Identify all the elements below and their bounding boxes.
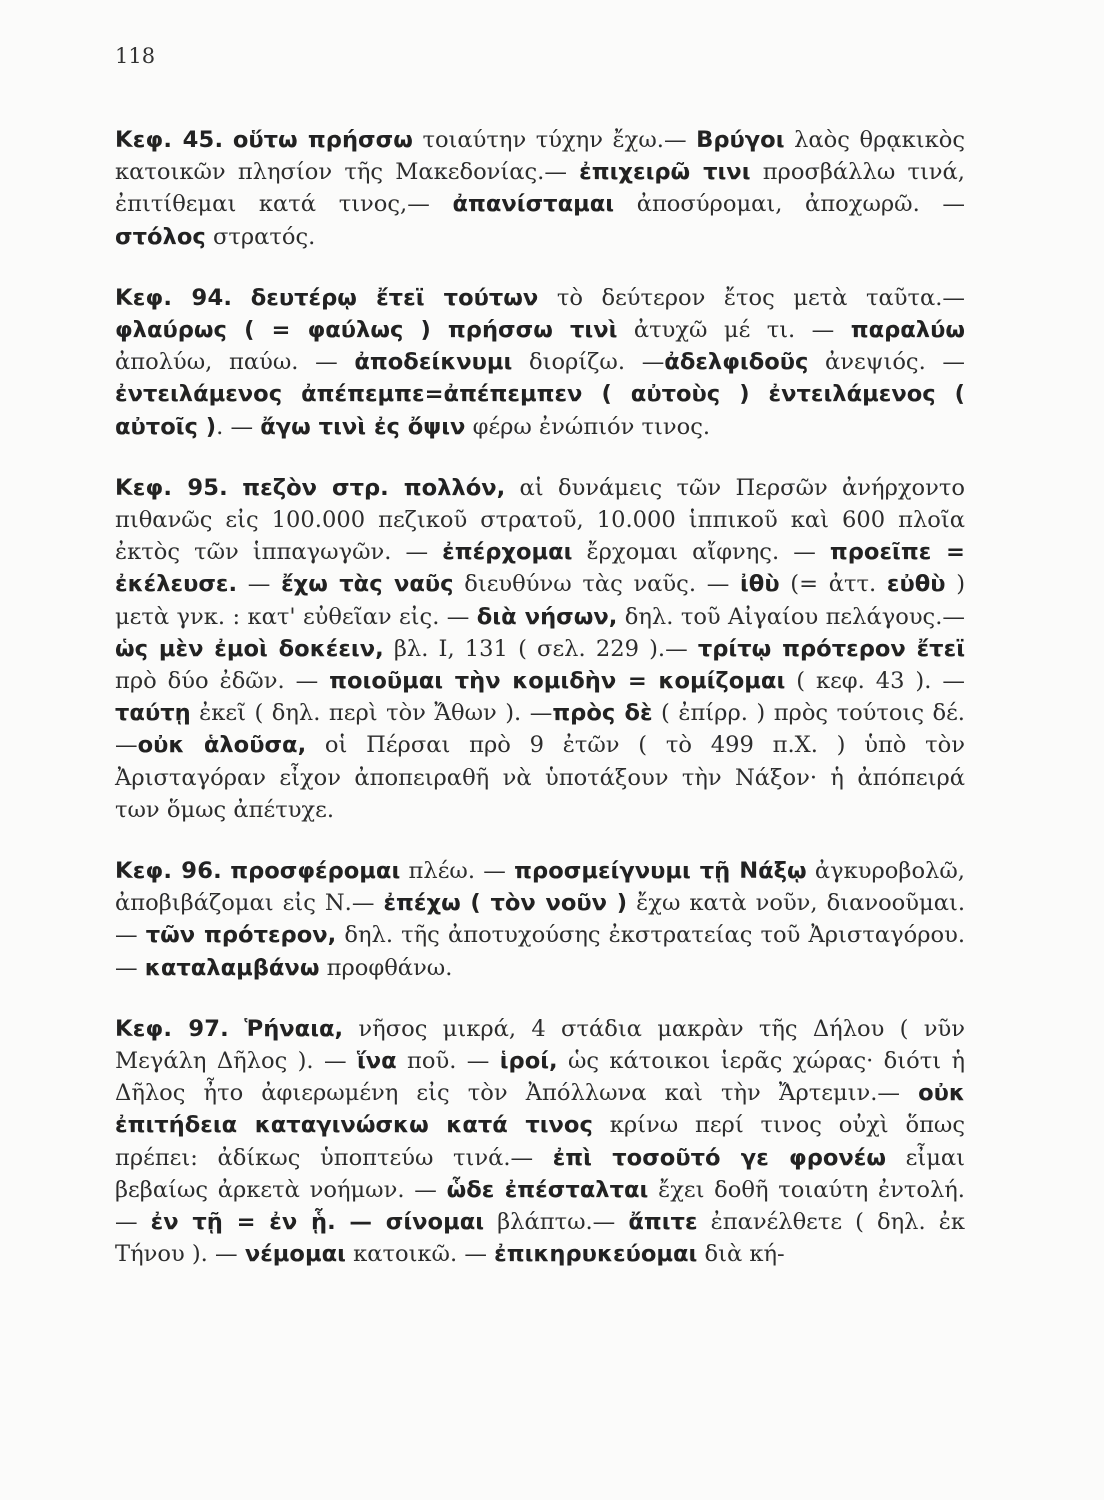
lemma-term: ἐπιχειρῶ τινι <box>579 159 751 186</box>
gloss-text: ἐπανέλθετε ( δηλ. ἐκ Τήνου ). — <box>115 1209 965 1268</box>
lemma-term: ἐπὶ τοσοῦτό γε φρονέω <box>552 1144 887 1171</box>
gloss-text: κατοικῶ. — <box>345 1241 495 1268</box>
gloss-text: πρὸ δύο ἐδῶν. — <box>115 668 330 695</box>
lemma-term: ἰθὺ <box>740 571 780 598</box>
lemma-term: ἀποδείκνυμι <box>354 349 513 376</box>
gloss-text: κρίνω περί τινος οὐχὶ ὅπως πρέπει: ἀδίκως ὑποπτεύω τινά.— <box>115 1112 966 1171</box>
chapter-heading: Κεφ. 96. <box>115 858 222 885</box>
lemma-term: παραλύω <box>850 317 965 344</box>
lemma-term: ἄπιτε <box>628 1209 698 1236</box>
lemma-term: οὕτω πρήσσω <box>232 127 413 153</box>
lemma-term: προσμείγνυμι τῇ Νάξῳ <box>514 858 807 885</box>
lemma-term: ὧδε ἐπέσταλται <box>446 1176 649 1203</box>
gloss-text: διὰ κή- <box>697 1241 785 1268</box>
gloss-text: διορίζω. — <box>512 349 665 376</box>
gloss-text: ποῦ. — <box>396 1048 500 1075</box>
gloss-text: ( ἐπίρρ. ) πρὸς τούτοις δέ.— <box>115 700 965 759</box>
gloss-text: προσβάλλω τινά, ἐπιτίθεμαι κατά τινος,— <box>115 159 965 218</box>
gloss-text: οἱ Πέρσαι πρὸ 9 ἐτῶν ( τὸ 499 π.Χ. ) ὑπὸ τὸν Ἀρισταγόραν εἶχον ἀποπειραθῆ νὰ ὑποτάξουν τὴν Νάξον· ἡ ἀπόπειρά των ὅμως ἀπέτυχε. <box>115 732 965 823</box>
gloss-text: προφθάνω. <box>319 954 453 981</box>
lemma-term: προεῖπε = ἐκέλευσε. <box>115 539 965 598</box>
gloss-text: λαὸς θρᾳκικὸς κατοικῶν πλησίον τῆς Μακεδονίας.— <box>115 127 965 186</box>
lemma-term: ἄγω τινὶ ἐς ὄψιν <box>260 413 466 440</box>
chapter-heading: Κεφ. 45. <box>115 127 224 153</box>
gloss-text: ἐκεῖ ( δηλ. περὶ τὸν Ἄθων ). — <box>190 700 553 727</box>
lemma-term: εὐθὺ <box>886 571 946 598</box>
gloss-text: ἀνεψιός. — <box>808 349 966 376</box>
gloss-text: βλ. I, 131 ( σελ. 229 ).— <box>383 635 698 662</box>
gloss-text: ( κεφ. 43 ). — <box>785 668 965 695</box>
lemma-term: Ῥήναια, <box>244 1015 344 1042</box>
gloss-text: εἶμαι βεβαίως ἀρκετὰ νοήμων. — <box>115 1144 965 1203</box>
chapter-heading: Κεφ. 94. <box>115 284 233 311</box>
lemma-term: ταύτῃ <box>115 700 191 727</box>
gloss-text: ἔρχομαι αἴφνης. — <box>572 539 830 566</box>
gloss-text: (= ἀττ. <box>779 571 887 598</box>
lemma-term: δευτέρῳ ἔτεϊ τούτων <box>250 284 539 311</box>
lemma-term: τῶν πρότερον, <box>145 922 337 949</box>
gloss-text: τὸ δεύτερον ἔτος μετὰ ταῦτα.— <box>538 284 965 311</box>
chapter-heading: Κεφ. 95. <box>115 474 228 501</box>
gloss-text: δηλ. τοῦ Αἰγαίου πελάγους.— <box>617 603 965 630</box>
lemma-term: Βρύγοι <box>696 127 785 153</box>
lemma-term: ἐντειλάμενος ἀπέπεμπε=ἀπέπεμπεν ( αὐτοὺς ) ἐντειλάμενος ( αὐτοῖς ) <box>115 381 965 440</box>
gloss-text: στρατός. <box>205 223 316 250</box>
lemma-term: νέμομαι <box>244 1241 346 1268</box>
gloss-text: ὡς κάτοικοι ἱερᾶς χώρας· διότι ἡ Δῆλος ἦτο ἀφιερωμένη εἰς τὸν Ἀπόλλωνα καὶ τὴν Ἄρτεμιν.— <box>115 1048 965 1107</box>
lemma-term: διὰ νήσων, <box>476 603 618 630</box>
lemma-term: ἐπέρχομαι <box>442 539 573 566</box>
gloss-text: ἀπολύω, παύω. — <box>115 349 355 376</box>
gloss-text: . — <box>216 413 261 440</box>
chapter-entry <box>115 124 965 253</box>
chapter-entry <box>115 855 965 984</box>
commentary-text <box>115 124 965 1300</box>
lemma-term: ἱροί, <box>499 1048 558 1075</box>
lemma-term: οὐκ ἐπιτήδεια καταγινώσκω κατά τινος <box>115 1080 965 1139</box>
chapter-heading: Κεφ. 97. <box>115 1015 229 1042</box>
gloss-text: πλέω. — <box>400 858 515 885</box>
lemma-term: ἔχω τὰς ναῦς <box>281 571 454 598</box>
lemma-term: ὡς μὲν ἐμοὶ δοκέειν, <box>115 635 384 662</box>
gloss-text: ) μετὰ γνκ. : κατ' εὐθεῖαν εἰς. — <box>115 571 966 630</box>
gloss-text: διευθύνω τὰς ναῦς. — <box>453 571 740 598</box>
lemma-term: ἵνα <box>356 1048 397 1075</box>
lemma-term: ἀδελφιδοῦς <box>664 349 809 376</box>
gloss-text: βλάπτω.— <box>484 1209 629 1236</box>
lemma-term: ἐπικηρυκεύομαι <box>494 1241 698 1268</box>
gloss-text: δηλ. τῆς ἀποτυχούσης ἐκστρατείας τοῦ Ἀρισταγόρου. — <box>115 922 966 981</box>
gloss-text: τοιαύτην τύχην ἔχω.— <box>412 127 697 153</box>
lemma-term: ποιοῦμαι τὴν κομιδὴν = κομίζομαι <box>329 668 786 695</box>
lemma-term: καταλαμβάνω <box>144 954 320 981</box>
gloss-text: ἀγκυροβολῶ, ἀποβιβάζομαι εἰς Ν.— <box>115 858 965 917</box>
chapter-entry <box>115 1013 965 1271</box>
lemma-term: στόλος <box>115 223 206 250</box>
page-number: 118 <box>115 44 156 68</box>
lemma-term: πρὸς δὲ <box>552 700 653 727</box>
gloss-text: αἱ δυνάμεις τῶν Περσῶν ἀνήρχοντο πιθανῶς εἰς 100.000 πεζικοῦ στρατοῦ, 10.000 ἱππικοῦ καὶ 600 πλοῖα ἐκτὸς τῶν ἱππαγωγῶν. — <box>115 474 965 566</box>
gloss-text: φέρω ἐνώπιόν τινος. <box>465 413 711 440</box>
gloss-text: — <box>237 571 282 598</box>
lemma-term: ἐν τῇ = ἐν ᾗ. — σίνομαι <box>150 1209 485 1236</box>
chapter-entry <box>115 282 965 443</box>
gloss-text: ἀποσύρομαι, ἀποχωρῶ. — <box>614 191 965 218</box>
chapter-entry <box>115 472 965 826</box>
gloss-text: ἀτυχῶ μέ τι. — <box>617 317 851 344</box>
gloss-text: ἔχει δοθῆ τοιαύτη ἐντολή. — <box>115 1176 965 1236</box>
lemma-term: οὐκ ἁλοῦσα, <box>137 732 307 759</box>
gloss-text: ἔχω κατὰ νοῦν, διανοοῦμαι. — <box>115 890 966 949</box>
lemma-term: ἀπανίσταμαι <box>452 191 615 218</box>
lemma-term: πεζὸν στρ. πολλόν, <box>242 474 506 501</box>
lemma-term: φλαύρως ( = φαύλως ) πρήσσω τινὶ <box>115 317 618 344</box>
lemma-term: προσφέρομαι <box>230 858 401 885</box>
lemma-term: τρίτῳ πρότερον ἔτεϊ <box>697 635 965 662</box>
gloss-text: νῆσος μικρά, 4 στάδια μακρὰν τῆς Δήλου ( νῦν Μεγάλη Δῆλος ). — <box>115 1015 965 1075</box>
lemma-term: ἐπέχω ( τὸν νοῦν ) <box>383 890 628 917</box>
